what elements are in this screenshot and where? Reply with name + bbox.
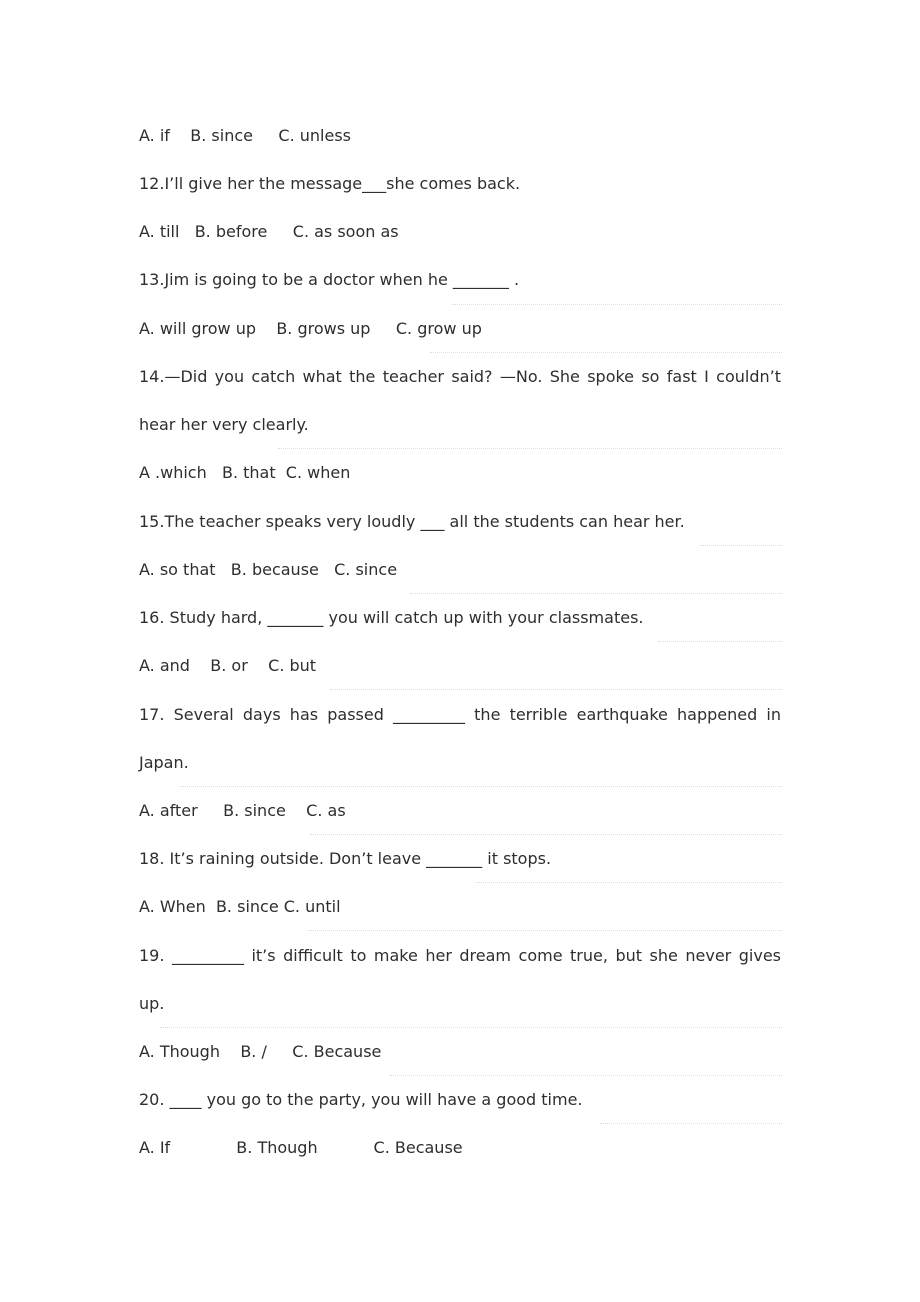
q20-question: 20. ____ you go to the party, you will have a good time. <box>139 1090 583 1109</box>
dotted-rule <box>310 834 782 835</box>
q12-options: A. till B. before C. as soon as <box>139 222 399 241</box>
q18-options: A. When B. since C. until <box>139 897 341 916</box>
q18-question: 18. It’s raining outside. Don’t leave _______ it stops. <box>139 849 552 868</box>
q17-question-line2: Japan. <box>139 753 189 772</box>
q16-options: A. and B. or C. but <box>139 656 317 675</box>
dotted-rule <box>180 786 782 787</box>
q16-question: 16. Study hard, _______ you will catch up with your classmates. <box>139 608 644 627</box>
q14-question-line2: hear her very clearly. <box>139 415 309 434</box>
q19-question-line1: 19. _________ it’s difficult to make her dream come true, but she never gives <box>139 946 781 965</box>
q11-options: A. if B. since C. unless <box>139 126 351 145</box>
q15-question: 15.The teacher speaks very loudly ___ all the students can hear her. <box>139 512 685 531</box>
q13-question: 13.Jim is going to be a doctor when he _______ . <box>139 270 520 289</box>
dotted-rule <box>410 593 782 594</box>
dotted-rule <box>700 545 782 546</box>
q19-options: A. Though B. / C. Because <box>139 1042 382 1061</box>
q12-question: 12.I’ll give her the message___she comes back. <box>139 174 521 193</box>
dotted-rule <box>330 689 782 690</box>
q14-options: A .which B. that C. when <box>139 463 351 482</box>
dotted-rule <box>160 1027 782 1028</box>
q20-options: A. If B. Though C. Because <box>139 1138 463 1157</box>
dotted-rule <box>278 448 782 449</box>
q14-question-line1: 14.—Did you catch what the teacher said? —No. She spoke so fast I couldn’t <box>139 367 781 386</box>
dotted-rule <box>476 882 782 883</box>
dotted-rule <box>658 641 782 642</box>
q17-options: A. after B. since C. as <box>139 801 346 820</box>
q17-question-line1: 17. Several days has passed _________ the terrible earthquake happened in <box>139 705 781 724</box>
dotted-rule <box>452 304 782 305</box>
dotted-rule <box>390 1075 782 1076</box>
dotted-rule <box>600 1123 782 1124</box>
dotted-rule <box>430 352 782 353</box>
dotted-rule <box>308 930 782 931</box>
q15-options: A. so that B. because C. since <box>139 560 398 579</box>
q13-options: A. will grow up B. grows up C. grow up <box>139 319 482 338</box>
q19-question-line2: up. <box>139 994 165 1013</box>
